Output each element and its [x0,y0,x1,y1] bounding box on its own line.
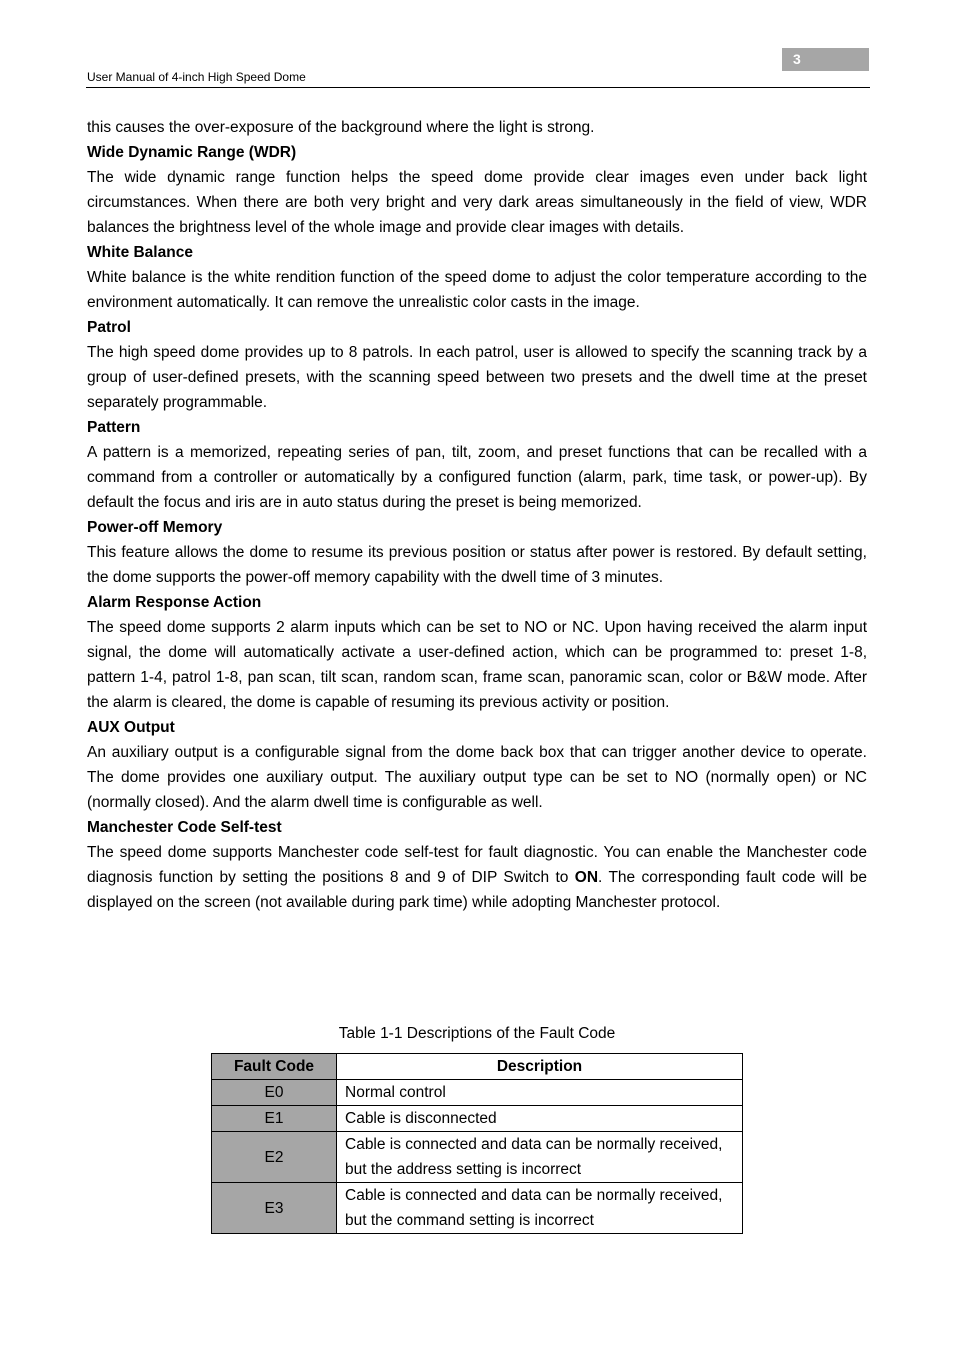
patrol-paragraph: The high speed dome provides up to 8 patrols. In each patrol, user is allowed to specify the scanning track by a group of user-defined presets, with the scanning speed between two presets and the dwell time at the preset separately programmable. [87,344,867,411]
description-cell: Cable is connected and data can be normally received, but the command setting is incorrect [337,1183,743,1234]
manchester-text-after: . The corresponding fault code will be displayed on the screen (not available during park time) while adopting Manchester protocol. [87,869,868,911]
table-caption: Table 1-1 Descriptions of the Fault Code [338,1025,616,1042]
column-header-description: Description [337,1054,743,1080]
pattern-paragraph: A pattern is a memorized, repeating series of pan, tilt, zoom, and preset functions that can be recalled with a command from a controller or automatically by a configured function (alarm, park, time task, or power-up). By default the focus and iris are in auto status during the preset is being memorized. [87,444,867,511]
table-row [212,1132,743,1183]
table-row [212,1183,743,1234]
power-off-paragraph: This feature allows the dome to resume its previous position or status after power is restored. By default setting, the dome supports the power-off memory capability with the dwell time of 3 minutes. [87,544,867,586]
description-cell: Normal control [337,1080,743,1106]
alarm-paragraph: The speed dome supports 2 alarm inputs which can be set to NO or NC. Upon having received the alarm input signal, the dome will automatically activate a user-defined action, which can be programmed to: preset 1-8, pattern 1-4, patrol 1-8, pan scan, tilt scan, random scan, frame scan, panoramic scan, color or B&W mode. After the alarm is cleared, the dome is capable of resuming its previous activity or position. [87,619,867,711]
pattern-heading: Pattern [87,419,141,436]
patrol-heading: Patrol [87,319,131,336]
fault-code-cell: E1 [212,1106,337,1132]
description-cell: Cable is disconnected [337,1106,743,1132]
header-rule [86,87,870,88]
running-header: User Manual of 4-inch High Speed Dome [87,70,306,84]
alarm-heading: Alarm Response Action [87,594,262,611]
fault-code-table [211,1053,743,1234]
page-number: 3 [782,48,869,71]
aux-paragraph: An auxiliary output is a configurable signal from the dome back box that can trigger another device to operate. The dome provides one auxiliary output. The auxiliary output type can be set to NO (normally open) or NC (normally closed). And the alarm dwell time is configurable as well. [87,744,867,811]
fault-code-cell: E2 [212,1132,337,1183]
column-header-fault-code: Fault Code [212,1054,337,1080]
white-balance-paragraph: White balance is the white rendition function of the speed dome to adjust the color temperature according to the environment automatically. It can remove the unrealistic color casts in the image. [87,269,867,311]
power-off-heading: Power-off Memory [87,519,223,536]
fault-code-cell: E3 [212,1183,337,1234]
wdr-paragraph: The wide dynamic range function helps the speed dome provide clear images even under back light circumstances. When there are both very bright and very dark areas simultaneously in the field of view, WDR balances the brightness level of the whole image and provide clear images with details. [87,169,867,236]
white-balance-heading: White Balance [87,244,193,261]
wdr-heading: Wide Dynamic Range (WDR) [87,144,297,161]
manchester-paragraph [87,840,867,915]
table-header-row [212,1054,743,1080]
manchester-text-bold: ON [574,869,599,886]
manchester-text-before: The speed dome supports Manchester code self-test for fault diagnostic. You can enable the Manchester code diagnosis function by setting the positions 8 and 9 of DIP Switch to [87,844,867,886]
description-cell: Cable is connected and data can be normally received, but the address setting is incorrect [337,1132,743,1183]
table-row [212,1080,743,1106]
table-row [212,1106,743,1132]
intro-paragraph: this causes the over-exposure of the background where the light is strong. [87,119,595,136]
aux-heading: AUX Output [87,719,175,736]
fault-code-cell: E0 [212,1080,337,1106]
document-body [87,115,867,915]
manchester-heading: Manchester Code Self-test [87,819,282,836]
